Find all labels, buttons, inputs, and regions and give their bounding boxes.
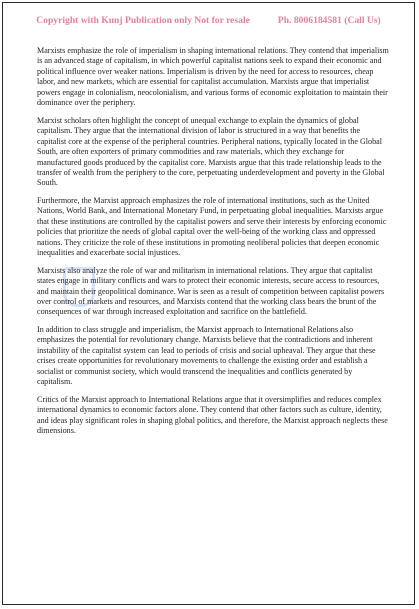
document-body: [37, 46, 389, 443]
paragraph-war-militarism: Marxists also analyze the role of war and militarism in international relations. They argue that capitalist states engage in military conflicts and wars to protect their economic interests, secure access to resources, and maintain their geopolitical dominance. War is seen as a result of competition between capitalist powers over control of markets and resources, and Marxists contend that the working class bears the brunt of the consequences of war through increased exploitation and sacrifice on the battlefield.: [37, 265, 385, 317]
copyright-notice: Copyright with Kunj Publication only Not for resale: [36, 15, 250, 26]
phone-number: Ph. 8006184581 (Call Us): [277, 15, 381, 26]
paragraph-revolutionary-change: In addition to class struggle and imperialism, the Marxist approach to International Relations also emphasizes the potential for revolutionary change. Marxists believe that the contradictions and inherent instability of the capitalist system can lead to periods of crisis and social upheaval. They argue that these crises create opportunities for revolutionary movements to challenge the existing order and establish a socialist or communist society, which would transcend the inequalities and conflicts generated by capitalism.: [37, 324, 376, 387]
paragraph-critics: Critics of the Marxist approach to International Relations argue that it oversimplifies and reduces complex international dynamics to economic factors alone. They contend that other factors such as culture, identity, and ideas play significant roles in shaping global politics, and therefore, the Marxist approach neglects these dimensions.: [37, 394, 388, 435]
paragraph-imperialism: Marxists emphasize the role of imperialism in shaping international relations. They contend that imperialism is an advanced stage of capitalism, in which powerful capitalist nations seek to expand their economic and political influence over weaker nations. Imperialism is driven by the need for access to resources, cheap labor, and new markets, which are essential for capitalist accumulation. Marxists argue that imperialist powers engage in colonialism, neocolonialism, and various forms of economic exploitation to maintain their dominance over the periphery.: [37, 46, 389, 108]
paragraph-international-institutions: Furthermore, the Marxist approach emphasizes the role of international institutions, such as the United Nations, World Bank, and International Monetary Fund, in perpetuating global inequalities. Marxists argue that these institutions are controlled by the capitalist powers and serve their interests by enforcing economic policies that prioritize the needs of global capital over the well-being of the working class and oppressed nations. They criticize the role of these institutions in promoting neoliberal policies that deepen economic inequalities and exacerbate social injustices.: [37, 195, 387, 258]
document-page: [2, 2, 415, 605]
paragraph-unequal-exchange: Marxist scholars often highlight the concept of unequal exchange to explain the dynamics of global capitalism. They argue that the international division of labor is structured in a way that benefits the capitalist core at the expense of the peripheral countries. Peripheral nations, typically located in the Global South, are often exporters of primary commodities and raw materials, which they exchange for manufactured goods produced by the capitalist core. Marxists argue that this trade relationship leads to the transfer of wealth from the periphery to the core, perpetuating underdevelopment and poverty in the Global South.: [37, 115, 385, 188]
page-header: [3, 15, 414, 26]
